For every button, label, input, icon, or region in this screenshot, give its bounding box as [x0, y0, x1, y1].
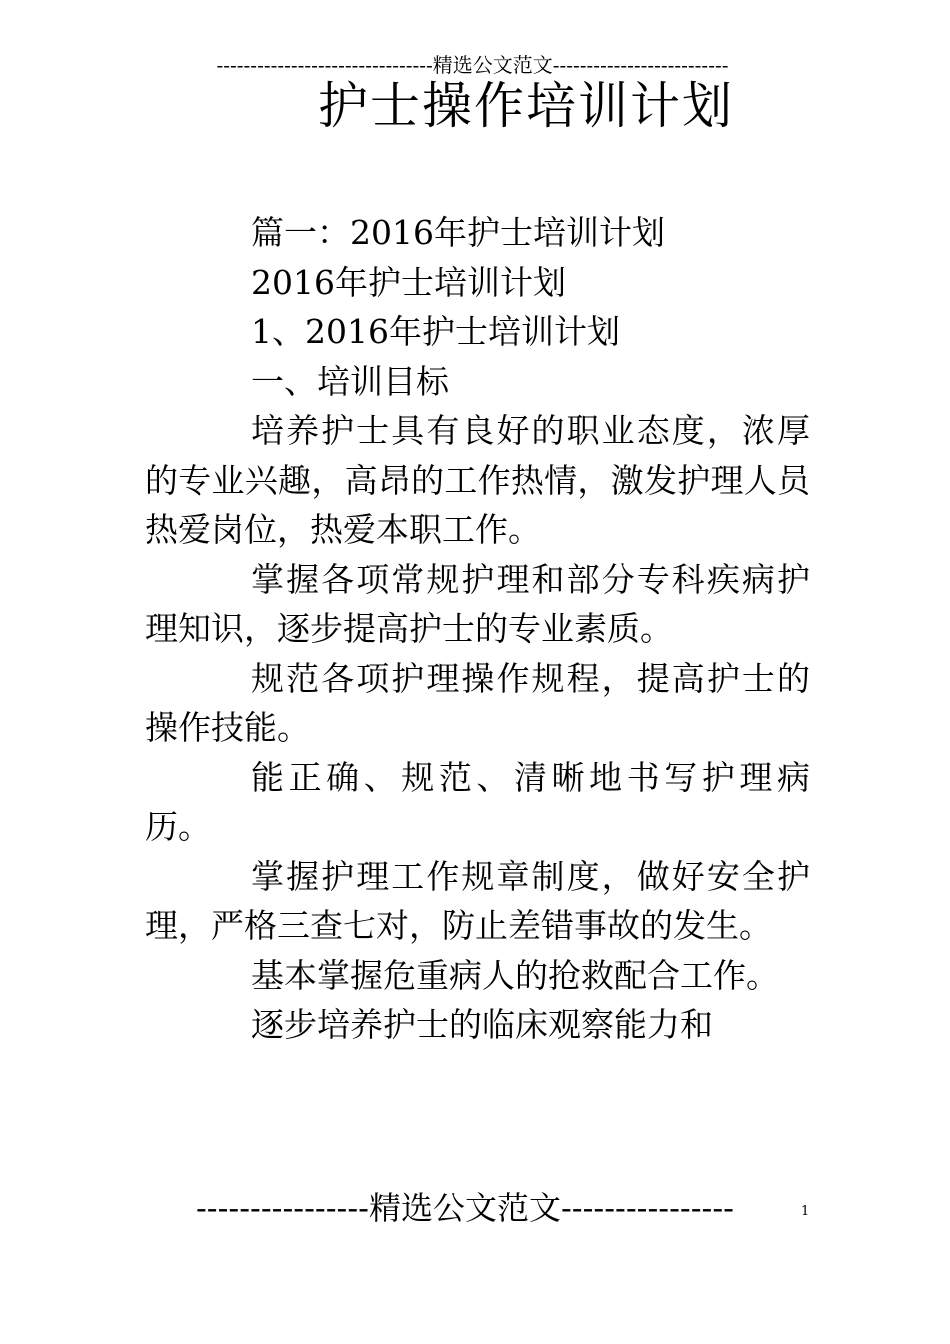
section-heading: 篇一：2016年护士培训计划: [251, 213, 665, 252]
paragraph: 掌握护理工作规章制度，做好安全护理，严格三查七对，防止差错事故的发生。: [145, 856, 810, 945]
document-body: [145, 208, 810, 1050]
paragraph: 逐步培养护士的临床观察能力和: [251, 1005, 713, 1044]
page-header: --------------------------------精选公文范文--------------------------: [216, 53, 729, 77]
plan-title: 2016年护士培训计划: [251, 262, 566, 302]
paragraph: 掌握各项常规护理和部分专科疾病护理知识，逐步提高护士的专业素质。: [145, 559, 810, 648]
paragraph: 培养护士具有良好的职业态度，浓厚的专业兴趣，高昂的工作热情，激发护理人员热爱岗位，热爱本职工作。: [145, 411, 810, 549]
paragraph: 基本掌握危重病人的抢救配合工作。: [251, 955, 779, 995]
page-number: 1: [801, 1204, 810, 1219]
page-footer: ----------------精选公文范文----------------: [195, 1189, 734, 1227]
paragraph: 规范各项护理操作规程，提高护士的操作技能。: [145, 658, 810, 747]
document-title: 护士操作培训计划: [318, 77, 734, 135]
paragraph: 能正确、规范、清晰地书写护理病历。: [145, 757, 810, 846]
plan-subtitle: 1、2016年护士培训计划: [251, 312, 620, 351]
goal-heading: 一、培训目标: [251, 361, 449, 401]
